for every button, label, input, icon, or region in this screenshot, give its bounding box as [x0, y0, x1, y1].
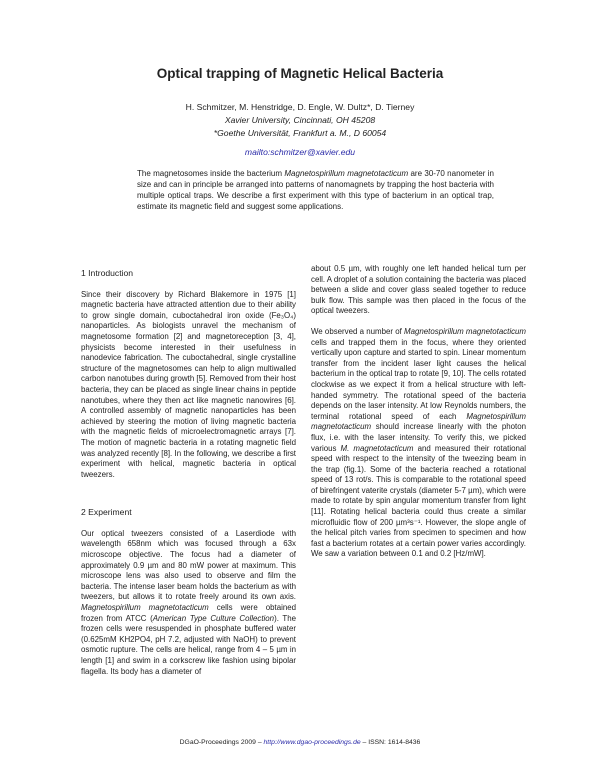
species-name: Magnetospirillum magnetotacticum — [404, 326, 527, 336]
abstract-text: are 30-70 nanometer in size and can in principle be arranged into patterns of nanomagnets by trapping the host bacteria with multiple optical traps. We describe a first experiment with this type of bacterium in an optical trap, estimate its magnetic field and suggest some applications. — [137, 169, 494, 211]
abstract-text: The magnetosomes inside the bacterium — [137, 169, 285, 178]
section-heading-introduction: 1 Introduction — [81, 268, 134, 278]
authors: H. Schmitzer, M. Henstridge, D. Engle, W. Dultz*, D. Tierney — [185, 102, 415, 112]
species-name: Magnetospirillum magnetotacticum — [81, 603, 209, 613]
author-block — [0, 101, 600, 140]
atcc-name: American Type Culture Collection — [152, 613, 275, 623]
text-run: should increase linearly with the photon flux, i.e. with the laser intensity. To verify this, we picked various — [311, 422, 526, 453]
right-column — [311, 264, 526, 560]
left-column — [81, 268, 296, 677]
text-run: We observed a number of — [311, 326, 405, 336]
affiliation-2: *Goethe Universität, Frankfurt a. M., D 60054 — [213, 128, 387, 138]
text-run: cells and trapped them in the focus, where they oriented vertically upon capture and started to spin. Linear momentum transfer from the incident laser light causes the helical bacterium in the optical trap to rotate [9, 10]. The cells rotated clockwise as we expect it from a helical structure with left-handed symmetry. The rotational speed of the bacteria depends on the laser intensity. At low Reynolds numbers, the terminal rotational speed of each — [311, 337, 526, 421]
text-run: Our optical tweezers consisted of a Laserdiode with wavelength 658nm which was focused through a 63x microscope objective. The focus had a diameter of approximately 0.9 µm and 80 mW power at maximum. This microscope lens was also used to observe and film the bacteria. The intense laser beam holds the bacterium as with tweezers, but allows it to rotate freely around its own axis. — [81, 528, 296, 602]
footer-proceedings: DGaO-Proceedings 2009 – — [179, 739, 264, 746]
footer-issn: – ISSN: 1614-8436 — [360, 739, 421, 746]
text-run: cells were obtained frozen from ATCC ( — [81, 603, 297, 623]
section-heading-experiment: 2 Experiment — [81, 507, 132, 518]
paragraph: about 0.5 µm, with roughly one left handed helical turn per cell. A droplet of a solution containing the bacteria was placed between a slide and cover glass sealed together to reduce bulk flow. This sample was then placed in the focus of the optical tweezers. — [311, 264, 526, 316]
species-name: M. magnetotacticum — [340, 443, 414, 453]
affiliation-1: Xavier University, Cincinnati, OH 45208 — [224, 115, 376, 125]
email-link[interactable]: mailto:schmitzer@xavier.edu — [244, 147, 356, 157]
abstract — [137, 168, 494, 212]
abstract-species: Magnetospirillum magnetotacticum — [284, 169, 409, 178]
footer — [0, 739, 600, 746]
footer-url-link[interactable]: http://www.dgao-proceedings.de — [263, 739, 361, 746]
paragraph: Since their discovery by Richard Blakemore in 1975 [1] magnetic bacteria have attracted attention due to their ability to grow single domain, cuboctahedral iron oxide (Fe₃O₄) nanoparticles. As biologists unravel the mechanism of magnetosome formation [2] and magnetoreception [3, 4], physicists become interested in their usefulness in nanodevice fabrication. The cuboctahedral, single crystalline structure of the magnetosomes can help to align multiwalled carbon nanotubes during growth [5]. Removed from their host bacteria, they can be placed as single linear chains in peptide nanotubes, where they then act like magnetic nanowires [6]. A controlled assembly of magnetic nanoparticles has been achieved by steering the motion of living magnetic bacteria with the magnetic fields of microelectromagnetic arrays [7]. The motion of magnetic bacteria in a rotating magnetic field was analyzed recently [8]. In the following, we describe a first experiment with helical, magnetic bacteria in optical tweezers. — [81, 289, 296, 479]
paragraph — [311, 327, 526, 560]
paragraph — [81, 529, 296, 677]
text-run: ). The frozen cells were resuspended in phosphate buffered water (0.625mM KH2PO4, pH 7.2, adjusted with NaOH) to prevent osmotic rupture. The cells are helical, range from 4 – 5 µm in length [1] and swim in a corkscrew like fashion using bipolar flagella. Its body has a diameter of — [81, 613, 297, 676]
species-name: Magnetospirillum magnetotacticum — [311, 411, 526, 432]
paper-title: Optical trapping of Magnetic Helical Bacteria — [156, 66, 444, 81]
text-run: and measured their rotational speed with respect to the intensity of the tweezing beam in the trap (fig.1). Some of the bacteria reached a rotational speed of 13 rot/s. This is comparable to the rotational speed of birefringent vaterite crystals (diameter 5-7 µm), which were made to rotate by spin angular momentum transfer from light [11]. Rotating helical bacteria could thus create a similar microfluidic flow of 200 µm³s⁻¹. However, the slope angle of the helical pitch varies from specimen to specimen and how fast a bacterium rotates at a certain power varies accordingly. We saw a variation between 0.1 and 0.2 [Hz/mW]. — [311, 443, 526, 559]
